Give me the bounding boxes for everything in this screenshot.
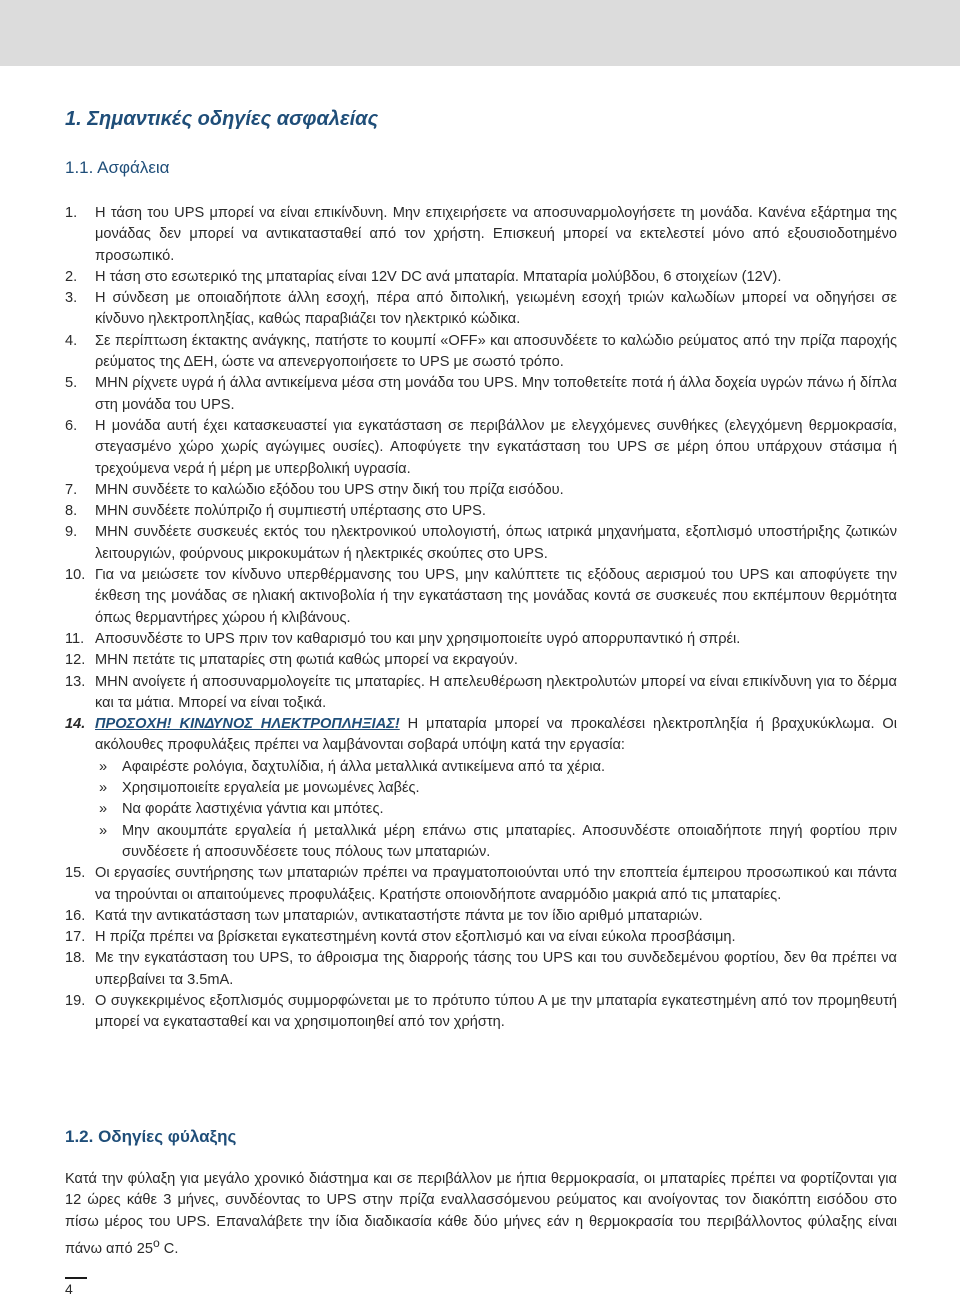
storage-text-end: C. [159, 1240, 179, 1257]
item-text: ΜΗΝ ανοίγετε ή αποσυναρμολογείτε τις μπαταρίες. Η απελευθέρωση ηλεκτρολυτών μπορεί να είναι επικίνδυνη για το δέρμα και τα μάτια. Μπορεί να είναι τοξικά. [95, 673, 897, 711]
precaution-text: Χρησιμοποιείτε εργαλεία με μονωμένες λαβές. [122, 780, 420, 797]
item-text: ΜΗΝ συνδέετε συσκευές εκτός του ηλεκτρονικού υπολογιστή, όπως ιατρικά μηχανήματα, εξοπλισμό υποστήριξης ζωτικών λειτουργιών, φούρνους μικροκυμάτων ή ηλεκτρικές σκούπες στο UPS. [95, 524, 897, 562]
item-text: Αποσυνδέστε το UPS πριν τον καθαρισμό του και μην χρησιμοποιείτε υγρό απορρυπαντικό ή σπρέι. [95, 630, 741, 647]
item-text: Η σύνδεση με οποιαδήποτε άλλη εσοχή, πέρα από διπολική, γειωμένη εσοχή τριών καλωδίων μπορεί να οδηγήσει σε κίνδυνο ηλεκτροπληξίας, καθώς παραβιάζει τον ηλεκτρικό κώδικα. [95, 290, 897, 328]
item-text: Ο συγκεκριμένος εξοπλισμός συμμορφώνεται με το πρότυπο τύπου Α με την μπαταρία εγκατεστημένη από τον προμηθευτή μπορεί να εγκατασταθεί και να χρησιμοποιηθεί από τον χρήστη. [95, 992, 897, 1031]
precaution-item [95, 778, 897, 799]
item-number: 12. [65, 652, 86, 669]
item-number: 19. [65, 992, 86, 1009]
list-item [65, 331, 897, 374]
header-bar [0, 0, 960, 66]
item-text: ΜΗΝ συνδέετε το καλώδιο εξόδου του UPS στην δική του πρίζα εισόδου. [95, 481, 564, 498]
bullet-mark: » [99, 758, 108, 775]
list-item [65, 672, 897, 715]
item-text: Για να μειώσετε τον κίνδυνο υπερθέρμανσης του UPS, μην καλύπτετε τις εξόδους αερισμού του UPS και αποφύγετε την έκθεση της μονάδας σε ηλιακή ακτινοβολία ή την εγκατάσταση της μονάδας κοντά σε συσκευές που εκπέμπουν θερμότητα όπως θερμαντήρες χώρου ή κλιβάνους. [95, 567, 897, 626]
list-item [65, 927, 897, 948]
precaution-item [95, 757, 897, 778]
list-item [65, 203, 897, 267]
page-number-rule [65, 1277, 87, 1279]
item-number: 16. [65, 907, 86, 924]
item-number: 7. [65, 481, 78, 498]
list-item [65, 373, 897, 416]
precaution-item [95, 799, 897, 820]
item-number: 11. [65, 630, 85, 647]
list-item [65, 650, 897, 671]
item-text: Η τάση στο εσωτερικό της μπαταρίας είναι 12V DC ανά μπαταρία. Μπαταρία μολύβδου, 6 στοιχείων (12V). [95, 268, 782, 285]
safety-list [65, 203, 897, 1034]
document-title: 1. Σημαντικές οδηγίες ασφαλείας [65, 108, 379, 130]
precaution-text: Μην ακουμπάτε εργαλεία ή μεταλλικά μέρη επάνω στις μπαταρίες. Αποσυνδέστε οποιαδήποτε πηγή φορτίου πριν συνδέσετε ή αποσυνδέσετε τους πόλους των μπαταριών. [122, 822, 897, 860]
item-number: 6. [65, 417, 78, 434]
storage-text: Κατά την φύλαξη για μεγάλο χρονικό διάστημα και σε περιβάλλον με ήπια θερμοκρασία, οι μπαταρίες πρέπει να φορτίζονται για 12 ώρες κάθε 3 μήνες, συνδέοντας το UPS στην πρίζα εναλλασσόμενου ρεύματος και ανοίγοντας τον διακόπτη εισόδου στο πίσω μέρος του UPS. Επαναλάβετε την ίδια διαδικασία κάθε δύο μήνες εάν η θερμοκρασία του περιβάλλοντος φύλαξης είναι πάνω από 25 [65, 1171, 897, 1257]
list-item [65, 480, 897, 501]
item-number: 13. [65, 673, 86, 690]
item-text: Οι εργασίες συντήρησης των μπαταριών πρέπει να πραγματοποιούνται υπό την εποπτεία έμπειρου προσωπικού και πάντα να τηρούνται οι απαιτούμενες προφυλάξεις. Κρατήστε οποιονδήποτε αναρμόδιο μακριά από τις μπαταρίες. [95, 865, 897, 903]
list-item [65, 267, 897, 288]
item-text: Η μπαταρία μπορεί να προκαλέσει ηλεκτροπληξία ή βραχυκύκλωμα. Οι ακόλουθες προφυλάξεις πρέπει να λαμβάνονται σοβαρά υπόψη κατά την εργασία: [95, 716, 897, 754]
list-item [65, 863, 897, 906]
item-number: 15. [65, 865, 86, 882]
item-number: 1. [65, 205, 78, 221]
item-text: Η μονάδα αυτή έχει κατασκευαστεί για εγκατάσταση σε περιβάλλον με ελεγχόμενες συνθήκες (ελεγχόμενη θερμοκρασία, στεγασμένο χώρο χωρίς αγώγιμες ουσίες). Αποφύγετε την εγκατάσταση του UPS σε μέρη όπου υπάρχουν στάσιμα ή τρεχούμενα νερά ή μέρη με υπερβολική υγρασία. [95, 417, 897, 477]
bullet-mark: » [99, 822, 108, 839]
item-text: ΜΗΝ ρίχνετε υγρά ή άλλα αντικείμενα μέσα στη μονάδα του UPS. Μην τοποθετείτε ποτά ή άλλα δοχεία υγρών πάνω ή δίπλα στη μονάδα του UPS. [95, 375, 897, 413]
page-number: 4 [65, 1281, 73, 1297]
section-heading-storage: 1.2. Οδηγίες φύλαξης [65, 1127, 237, 1146]
item-text: Με την εγκατάσταση του UPS, το άθροισμα της διαρροής τάσης του UPS και του συνδεδεμένου φορτίου, δεν θα πρέπει να υπερβαίνει τα 3.5mA. [95, 950, 897, 988]
item-number: 9. [65, 524, 78, 541]
list-item [65, 522, 897, 565]
item-text: ΜΗΝ πετάτε τις μπαταρίες στη φωτιά καθώς μπορεί να εκραγούν. [95, 652, 518, 669]
list-item [65, 288, 897, 331]
item-text: ΜΗΝ συνδέετε πολύπριζο ή συμπιεστή υπέρτασης στο UPS. [95, 503, 486, 520]
section-heading-safety: 1.1. Ασφάλεια [65, 158, 170, 177]
precaution-text: Να φοράτε λαστιχένια γάντια και μπότες. [122, 801, 384, 818]
precaution-item [95, 821, 897, 864]
item-number: 2. [65, 268, 78, 285]
list-item [65, 416, 897, 480]
list-item [65, 629, 897, 650]
list-item [65, 991, 897, 1034]
item-number: 5. [65, 375, 78, 392]
precaution-text: Αφαιρέστε ρολόγια, δαχτυλίδια, ή άλλα μεταλλικά αντικείμενα από τα χέρια. [122, 758, 606, 775]
storage-paragraph [65, 1169, 897, 1260]
item-text: Η τάση του UPS μπορεί να είναι επικίνδυνη. Μην επιχειρήσετε να αποσυναρμολογήσετε τη μονάδα. Κανένα εξάρτημα της μονάδας δεν μπορεί να αντικατασταθεί από τον χρήστη. Επισκευή μπορεί να εκτελεστεί μόνο από εξουσιοδοτημένο προσωπικό. [95, 205, 897, 264]
item-number: 4. [65, 332, 78, 349]
item-text: Κατά την αντικατάσταση των μπαταριών, αντικαταστήστε πάντα με τον ίδιο αριθμό μπαταριών. [95, 907, 703, 924]
item-number: 17. [65, 929, 86, 946]
item-number: 10. [65, 567, 86, 584]
item-number: 14. [65, 716, 86, 733]
item-number: 18. [65, 950, 86, 967]
electric-shock-warning: ΠΡΟΣΟΧΗ! ΚΙΝΔΥΝΟΣ ΗΛΕΚΤΡΟΠΛΗΞΙΑΣ! [95, 716, 400, 733]
precautions-list [95, 757, 897, 863]
list-item [65, 948, 897, 991]
item-number: 3. [65, 290, 78, 307]
list-item-warning [65, 714, 897, 863]
item-text: Σε περίπτωση έκτακτης ανάγκης, πατήστε το κουμπί «OFF» και αποσυνδέετε το καλώδιο ρεύματος από την πρίζα παροχής ρεύματος της ΔΕΗ, ώστε να απενεργοποιήσετε το UPS με σωστό τρόπο. [95, 332, 897, 371]
list-item [65, 906, 897, 927]
bullet-mark: » [99, 801, 108, 818]
list-item [65, 501, 897, 522]
item-number: 8. [65, 503, 78, 520]
bullet-mark: » [99, 780, 108, 797]
list-item [65, 565, 897, 629]
degree-superscript: ο [152, 1235, 160, 1250]
item-text: Η πρίζα πρέπει να βρίσκεται εγκατεστημένη κοντά στον εξοπλισμό και να είναι εύκολα προσβάσιμη. [95, 929, 736, 946]
